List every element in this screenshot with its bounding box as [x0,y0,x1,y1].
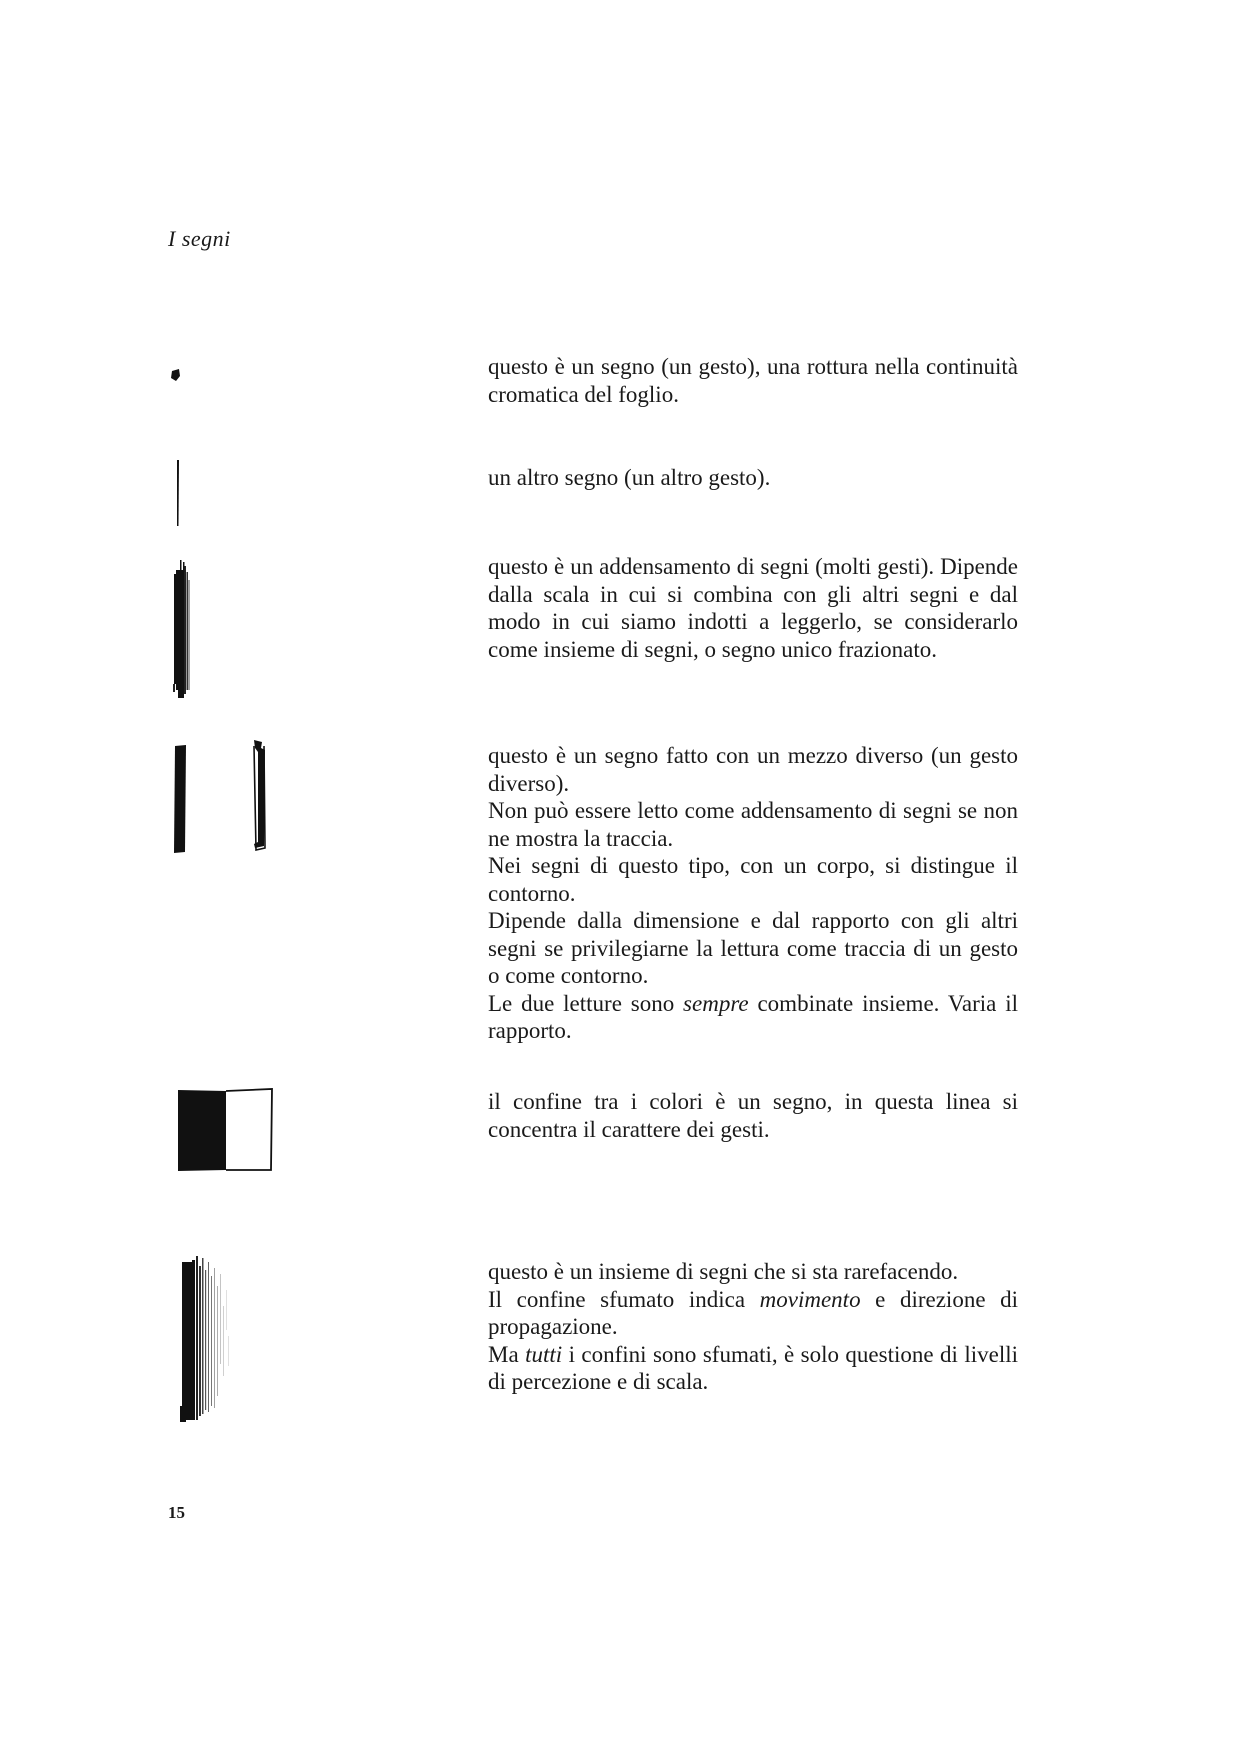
paragraph: un altro segno (un altro gesto). [488,465,771,490]
paragraph: questo è un segno (un gesto), una rottura nella continuità cromatica del foglio. [488,354,1018,407]
paragraph [488,1341,1018,1396]
text-run: Il confine sfumato indica [488,1286,760,1312]
running-head: I segni [168,226,231,251]
cluster-mark-illustration [170,560,194,700]
text-line [488,464,1018,492]
black-white-square-illustration [176,1086,276,1178]
emphasis: tutti [525,1341,563,1367]
text-cluster [488,553,1018,663]
paragraph: questo è un insieme di segni che si sta rarefacendo. [488,1259,959,1284]
paragraph: Dipende dalla dimensione e dal rapporto con gli altri segni se privilegiarne la lettura come traccia di un gesto o come contorno. [488,908,1018,988]
paragraph: il confine tra i colori è un segno, in questa linea si concentra il carattere dei gesti. [488,1089,1018,1142]
paragraph: Nei segni di questo tipo, con un corpo, si distingue il contorno. [488,853,1018,906]
emphasis: sempre [683,990,749,1016]
paragraph: questo è un segno fatto con un mezzo diverso (un gesto diverso). [488,743,1018,796]
text-run: i confini sono sfumati, è solo questione di livelli di percezione e di scala. [488,1341,1018,1394]
solid-and-outline-bars-illustration [170,740,280,860]
text-body [488,742,1018,1045]
line-mark-illustration [174,460,182,526]
paragraph: Non può essere letto come addensamento di segni se non ne mostra la traccia. [488,798,1018,851]
text-run: Le due letture sono [488,990,684,1016]
emphasis: movimento [759,1286,861,1312]
page-number: 15 [168,1503,185,1522]
paragraph [488,990,1018,1045]
text-boundary [488,1088,1018,1143]
text-run: combinate insieme. Varia il rapporto. [488,990,1018,1043]
fading-strokes-illustration [178,1256,238,1426]
text-dot [488,353,1018,408]
dot-mark-illustration [170,368,182,382]
text-run: Ma [488,1341,526,1367]
paragraph: questo è un addensamento di segni (molti gesti). Dipende dalla scala in cui si combina con gli altri segni e dal modo in cui siamo indotti a leggerlo, se considerarlo come insieme di segni, o segno unico frazionato. [488,554,1018,662]
text-run: e direzione di propagazione. [488,1286,1018,1339]
paragraph [488,1286,1018,1341]
text-fading [488,1258,1018,1396]
